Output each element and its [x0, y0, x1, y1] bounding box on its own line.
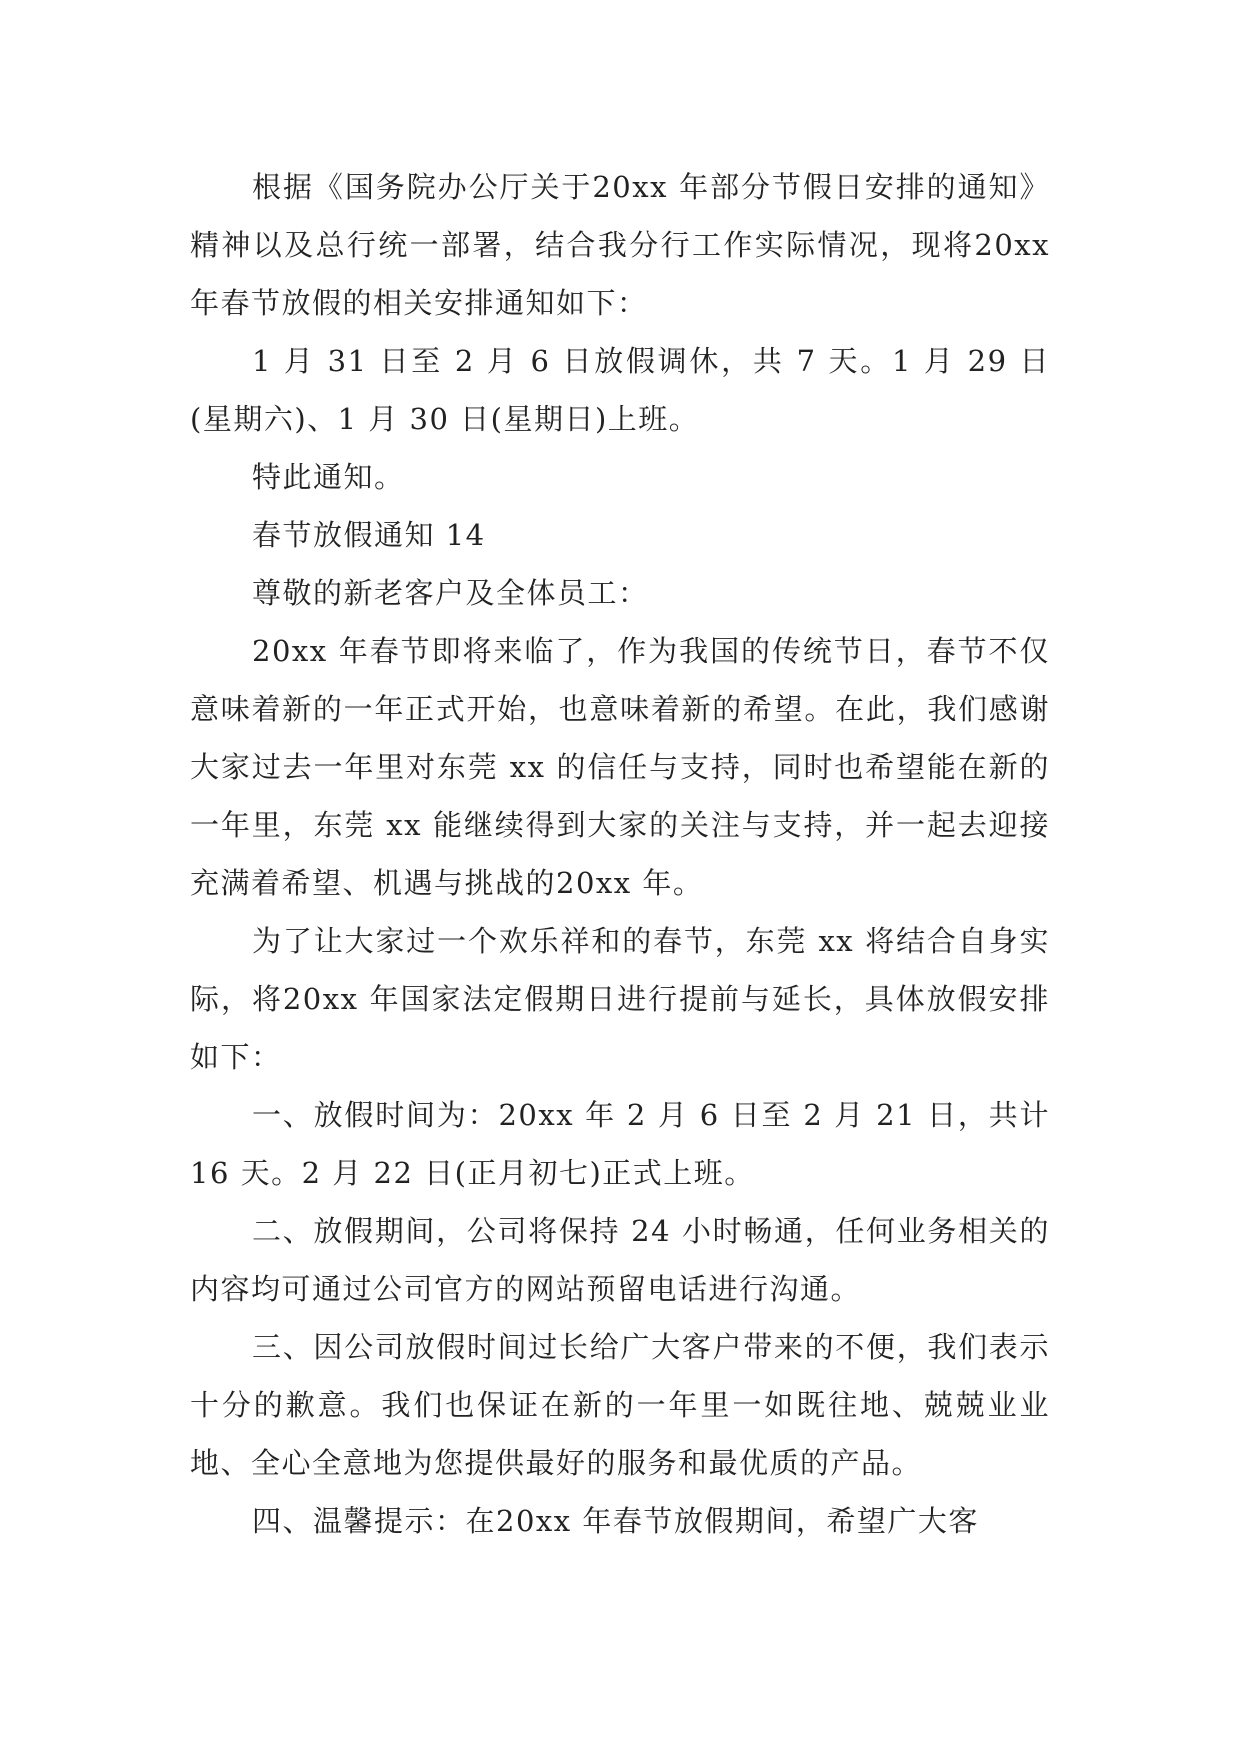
- paragraph-greeting: 20xx 年春节即将来临了，作为我国的传统节日，春节不仅意味着新的一年正式开始，也意味着新的希望。在此，我们感谢大家过去一年里对东莞 xx 的信任与支持，同时也希望能在新的一年里，东莞 xx 能继续得到大家的关注与支持，并一起去迎接充满着希望、机遇与挑战的20xx 年。: [190, 634, 1050, 900]
- section-heading: 春节放假通知 14: [252, 518, 486, 552]
- notice-body: [190, 158, 1050, 1550]
- paragraph-item-1: 一、放假时间为：20xx 年 2 月 6 日至 2 月 21 日，共计 16 天。2 月 22 日(正月初七)正式上班。: [190, 1098, 1050, 1190]
- paragraph-arrangement-intro: 为了让大家过一个欢乐祥和的春节，东莞 xx 将结合自身实际，将20xx 年国家法定假期日进行提前与延长，具体放假安排如下：: [190, 924, 1050, 1074]
- paragraph-item-3: 三、因公司放假时间过长给广大客户带来的不便，我们表示十分的歉意。我们也保证在新的一年里一如既往地、兢兢业业地、全心全意地为您提供最好的服务和最优质的产品。: [190, 1330, 1050, 1480]
- paragraph-holiday-dates: 1 月 31 日至 2 月 6 日放假调休，共 7 天。1 月 29 日(星期六)、1 月 30 日(星期日)上班。: [190, 344, 1050, 436]
- paragraph-notice-basis: 根据《国务院办公厅关于20xx 年部分节假日安排的通知》精神以及总行统一部署，结合我分行工作实际情况，现将20xx 年春节放假的相关安排通知如下：: [190, 170, 1050, 320]
- paragraph-item-4: 四、温馨提示：在20xx 年春节放假期间，希望广大客: [252, 1504, 979, 1538]
- paragraph-item-2: 二、放假期间，公司将保持 24 小时畅通，任何业务相关的内容均可通过公司官方的网站预留电话进行沟通。: [190, 1214, 1050, 1306]
- paragraph-closing: 特此通知。: [252, 460, 405, 494]
- paragraph-salutation: 尊敬的新老客户及全体员工：: [252, 576, 649, 610]
